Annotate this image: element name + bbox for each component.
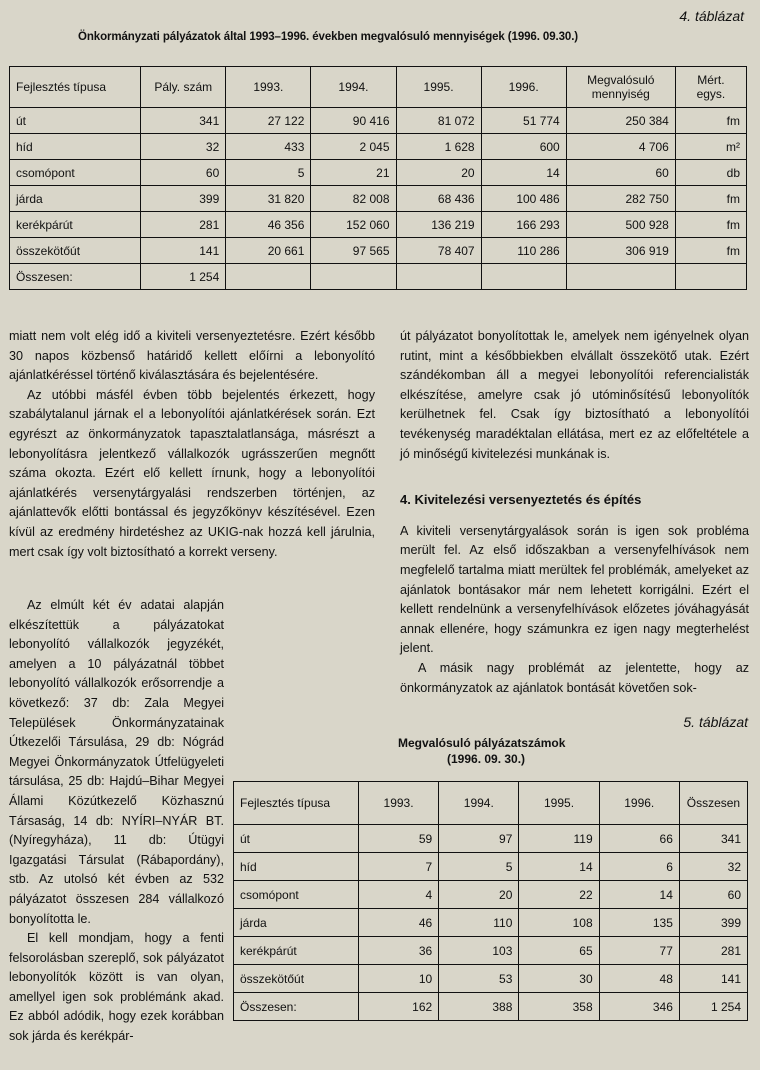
- table4-cell: 1 254: [141, 264, 226, 290]
- table5: [233, 781, 748, 1021]
- table5-header: 1993.: [358, 782, 438, 825]
- table5-cell: 32: [679, 853, 747, 881]
- table4-cell: összekötőút: [10, 238, 141, 264]
- table5-cell: kerékpárút: [234, 937, 359, 965]
- table5-cell: 48: [599, 965, 679, 993]
- table5-header: 1994.: [439, 782, 519, 825]
- section-heading: 4. Kivitelezési versenyeztetés és építés: [400, 492, 642, 508]
- table5-header: Fejlesztés típusa: [234, 782, 359, 825]
- table4-cell: 1 628: [396, 134, 481, 160]
- table4-cell: 20 661: [226, 238, 311, 264]
- table4-cell: 32: [141, 134, 226, 160]
- right-column: [400, 327, 749, 698]
- table-row: [10, 108, 747, 134]
- table4-header: Megvalósuló mennyiség: [566, 67, 675, 108]
- table-row: [10, 238, 747, 264]
- table4-cell: 600: [481, 134, 566, 160]
- table4: [9, 66, 747, 290]
- table-row: [234, 993, 748, 1021]
- paragraph: Az elmúlt két év adatai alapján elkészítettük a pályázatokat lebonyolító vállalkozók jegyzékét, amelyen a 10 pályázatnál többet lebonyolító vállalkozók erősorrendje a következő: 37 db: Zala Megyei Települések Önkormányzatainak Útkezelői Társulása, 29 db: Nógrád Megyei Önkormányzatok Útfelügyeleti társulása, 25 db: Hajdú–Bihar Megyei Állami Közútkezelő Közhasznú Társaság, 14 db: NYÍRI–NYÁR BT. (Nyíregyháza), 11 db: Útügyi Igazgatási Társulat (Rábapordány), stb. Az utolsó két évben az 532 pályázatot összesen 284 vállalkozó bonyolította le.: [9, 598, 224, 926]
- table5-cell: 66: [599, 825, 679, 853]
- table4-cell: 27 122: [226, 108, 311, 134]
- table5-cell: 22: [519, 881, 599, 909]
- left-column-lower: [9, 596, 224, 1047]
- table4-cell: 141: [141, 238, 226, 264]
- table4-cell: 51 774: [481, 108, 566, 134]
- table4-cell: 14: [481, 160, 566, 186]
- table-row: [234, 881, 748, 909]
- table5-number: 5. táblázat: [683, 714, 748, 730]
- table5-subtitle: (1996. 09. 30.): [447, 752, 526, 766]
- table5-cell: 162: [358, 993, 438, 1021]
- table4-title: Önkormányzati pályázatok által 1993–1996. években megvalósuló mennyiségek (1996. 09.30.): [78, 31, 579, 43]
- table4-header: 1993.: [226, 67, 311, 108]
- table4-cell: 78 407: [396, 238, 481, 264]
- table4-cell: fm: [675, 238, 746, 264]
- table5-cell: 399: [679, 909, 747, 937]
- table4-cell: db: [675, 160, 746, 186]
- table5-cell: 59: [358, 825, 438, 853]
- table4-cell: út: [10, 108, 141, 134]
- table4-header: Pály. szám: [141, 67, 226, 108]
- table4-cell: fm: [675, 212, 746, 238]
- table4-cell: 250 384: [566, 108, 675, 134]
- table-row: [234, 853, 748, 881]
- table4-cell: híd: [10, 134, 141, 160]
- table4-cell: fm: [675, 108, 746, 134]
- table5-cell: 36: [358, 937, 438, 965]
- table4-cell: 152 060: [311, 212, 396, 238]
- left-column-upper: [9, 327, 375, 562]
- table-row: [234, 965, 748, 993]
- table5-cell: 46: [358, 909, 438, 937]
- table4-cell: 282 750: [566, 186, 675, 212]
- table5-header: 1996.: [599, 782, 679, 825]
- table4-header: 1994.: [311, 67, 396, 108]
- table4-number: 4. táblázat: [679, 8, 744, 24]
- table5-cell: 97: [439, 825, 519, 853]
- table4-cell: 2 045: [311, 134, 396, 160]
- table5-cell: 53: [439, 965, 519, 993]
- table4-cell: 4 706: [566, 134, 675, 160]
- table-row: [10, 264, 747, 290]
- table5-cell: csomópont: [234, 881, 359, 909]
- paragraph: út pályázatot bonyolítottak le, amelyek nem igényelnek olyan rutint, mint a későbbiekben elvállalt összekötő utak. Ezért szándékomban áll a megyei lebonyolítói referencialisták elkészítése, amelyre csak jó utóminősítésű lebonyolítók kerülhetnek fel. Csak így biztosítható a lebonyolítói tevékenység maradéktalan ellátása, mert ez az előfeltétele a jó minőségű kivitelezési munkának is.: [400, 329, 749, 461]
- table4-cell: 81 072: [396, 108, 481, 134]
- table4-cell: [481, 264, 566, 290]
- table-row: [234, 937, 748, 965]
- table4-cell: 31 820: [226, 186, 311, 212]
- table-row: [234, 825, 748, 853]
- table4-header: Mért. egys.: [675, 67, 746, 108]
- table4-cell: 433: [226, 134, 311, 160]
- table5-cell: út: [234, 825, 359, 853]
- table4-cell: 166 293: [481, 212, 566, 238]
- table4-header: 1995.: [396, 67, 481, 108]
- table5-title: Megvalósuló pályázatszámok: [398, 736, 566, 750]
- table4-cell: m²: [675, 134, 746, 160]
- table5-cell: járda: [234, 909, 359, 937]
- table5-cell: 108: [519, 909, 599, 937]
- table4-cell: 100 486: [481, 186, 566, 212]
- table4-cell: [311, 264, 396, 290]
- table5-cell: 14: [519, 853, 599, 881]
- table4-cell: fm: [675, 186, 746, 212]
- table5-cell: 4: [358, 881, 438, 909]
- table5-cell: Összesen:: [234, 993, 359, 1021]
- table5-cell: 10: [358, 965, 438, 993]
- table5-cell: 103: [439, 937, 519, 965]
- table-row: [10, 134, 747, 160]
- table5-header-row: [234, 782, 748, 825]
- table4-cell: 281: [141, 212, 226, 238]
- table4-cell: 500 928: [566, 212, 675, 238]
- table5-cell: 77: [599, 937, 679, 965]
- table5-cell: 1 254: [679, 993, 747, 1021]
- table4-cell: 97 565: [311, 238, 396, 264]
- table4-cell: 5: [226, 160, 311, 186]
- table5-cell: 6: [599, 853, 679, 881]
- table4-cell: 60: [566, 160, 675, 186]
- table5-cell: 141: [679, 965, 747, 993]
- table4-cell: Összesen:: [10, 264, 141, 290]
- table4-cell: csomópont: [10, 160, 141, 186]
- table5-cell: 341: [679, 825, 747, 853]
- table4-cell: [566, 264, 675, 290]
- table5-cell: összekötőút: [234, 965, 359, 993]
- table4-cell: 399: [141, 186, 226, 212]
- table5-cell: 281: [679, 937, 747, 965]
- table4-cell: 306 919: [566, 238, 675, 264]
- table5-cell: 358: [519, 993, 599, 1021]
- paragraph: miatt nem volt elég idő a kiviteli versenyeztetésre. Ezért később 30 napos közbenső határidő kellett előírni a lebonyolító ajánlatkéréssel történő kiválasztására és bejelentésére.: [9, 329, 375, 383]
- table5-cell: 14: [599, 881, 679, 909]
- table4-cell: [226, 264, 311, 290]
- table5-cell: 5: [439, 853, 519, 881]
- table4-cell: [396, 264, 481, 290]
- table4-cell: 68 436: [396, 186, 481, 212]
- table5-cell: 135: [599, 909, 679, 937]
- table5-header: Összesen: [679, 782, 747, 825]
- table5-cell: 119: [519, 825, 599, 853]
- table-row: [10, 160, 747, 186]
- table4-cell: 341: [141, 108, 226, 134]
- table5-cell: 20: [439, 881, 519, 909]
- table4-cell: [675, 264, 746, 290]
- table-row: [10, 212, 747, 238]
- table5-cell: 30: [519, 965, 599, 993]
- table5-cell: 7: [358, 853, 438, 881]
- table4-cell: 82 008: [311, 186, 396, 212]
- table4-header: 1996.: [481, 67, 566, 108]
- table-row: [234, 909, 748, 937]
- table4-cell: 110 286: [481, 238, 566, 264]
- table5-cell: híd: [234, 853, 359, 881]
- table-row: [10, 186, 747, 212]
- table4-cell: 136 219: [396, 212, 481, 238]
- table5-cell: 346: [599, 993, 679, 1021]
- table4-cell: 20: [396, 160, 481, 186]
- table4-header-row: [10, 67, 747, 108]
- table4-cell: 90 416: [311, 108, 396, 134]
- table4-cell: 46 356: [226, 212, 311, 238]
- table4-cell: kerékpárút: [10, 212, 141, 238]
- paragraph: Az utóbbi másfél évben több bejelentés érkezett, hogy szabálytalanul járnak el a lebonyolítói ajánlatkérések során. Ezt egyrészt az önkormányzatok tapasztalatlansága, másrészt a lebonyolításra jelentkező vállalkozók ugrásszerűen megnőtt száma okozta. Ezért elő kellett írnunk, hogy a lebonyolítói ajánlatkérés versenytárgyalási rendszerben történjen, az ajánlattevők előtti bontással és jegyzőkönyv készítésével. Ezen kívül az eredmény hirdetéshez az UKIG-nak hozzá kell járulnia, mert csak így volt biztosítható a korrekt verseny.: [9, 387, 375, 559]
- table5-header: 1995.: [519, 782, 599, 825]
- table4-cell: járda: [10, 186, 141, 212]
- table5-cell: 110: [439, 909, 519, 937]
- paragraph: El kell mondjam, hogy a fenti felsorolásban szereplő, sok pályázatot lebonyolítók között is van olyan, amellyel igen sok problémánk akad. Ez abból adódik, hogy ezek korábban sok járda és kerékpár-: [9, 931, 224, 1044]
- table4-header: Fejlesztés típusa: [10, 67, 141, 108]
- table4-cell: 60: [141, 160, 226, 186]
- paragraph: A másik nagy problémát az jelentette, hogy az önkormányzatok az ajánlatok bontását követően sok-: [400, 660, 749, 695]
- table5-cell: 388: [439, 993, 519, 1021]
- table4-cell: 21: [311, 160, 396, 186]
- table5-cell: 65: [519, 937, 599, 965]
- paragraph: A kiviteli versenytárgyalások során is igen sok probléma merült fel. Az első időszakban a versenyfelhívások nem megfelelő tartalma miatt merültek fel problémák, amelyeket az ajánlatok bontásakor már nem lehetett korrigálni. Ezért el kellett rendelnünk a versenyfelhívások előzetes jóváhagyását annak ellenére, hogy számunkra ez igen nagy megterhelést jelent.: [400, 523, 749, 656]
- table5-cell: 60: [679, 881, 747, 909]
